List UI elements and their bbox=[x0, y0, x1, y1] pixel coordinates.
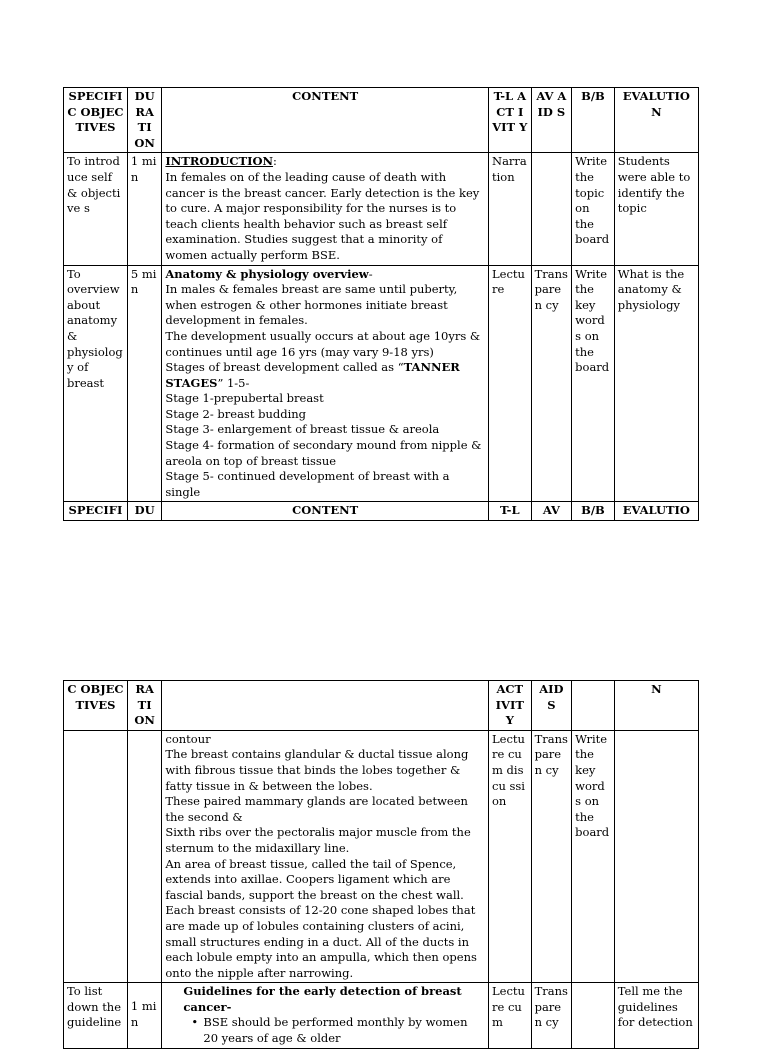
content-line: Sixth ribs over the pectoralis major muscle from the sternum to the midaxillary line. bbox=[165, 825, 471, 855]
content-cell: Anatomy & physiology overview- In males & females breast are same until puberty, when estrogen & other hormones initiate breast development in females. The development usually occurs at about age 10yrs & continues until age 16 yrs (may vary 9-18 yrs) Stages of breast development called as “TANNER STAGES” 1-5- Stage 1-prepubertal breast Stage 2- breast budding Stage 3- enlargement of breast tissue & areola Stage 4- formation of secondary mound from nipple & areola on top of breast tissue Stage 5- continued development of breast with a single bbox=[162, 265, 489, 502]
section-heading: Guidelines for the early detection of breast cancer bbox=[183, 984, 462, 1014]
header-evaluation: N bbox=[614, 681, 698, 731]
stage-line: Stage 1-prepubertal breast bbox=[165, 391, 324, 406]
aids-cell: Trans paren cy bbox=[531, 983, 572, 1048]
header-objectives: SPECIFI C OBJEC TIVES bbox=[64, 88, 128, 153]
header-bb: B/B bbox=[572, 88, 615, 153]
bullet-item: • BSE should be performed monthly by women 20 years of age & older bbox=[165, 1015, 485, 1046]
stage-line: Stage 5- continued development of breast with a single bbox=[165, 469, 450, 499]
activity-cell: Narra tion bbox=[489, 153, 532, 265]
header-duration: DU RA TI ON bbox=[127, 88, 161, 153]
evaluation-cell bbox=[614, 730, 698, 983]
bb-cell bbox=[572, 983, 615, 1048]
aids-cell: Trans paren cy bbox=[531, 730, 572, 983]
objective-cell: To overview about anatomy & physiolog y of breast bbox=[64, 265, 128, 502]
header-evaluation: EVALUTIO N bbox=[614, 88, 698, 153]
content-line: The breast contains glandular & ductal tissue along with fibrous tissue that binds the lobes together & fatty tissue in & between the lobes. bbox=[165, 747, 469, 793]
evaluation-cell: Students were able to identify the topic bbox=[614, 153, 698, 265]
stage-line: Stage 2- breast budding bbox=[165, 406, 307, 421]
lesson-plan-table-1 bbox=[63, 87, 699, 521]
content-paragraph: In females on of the leading cause of death with cancer is the breast cancer. Early detection is the key to cure. A major responsibility for the nurses is to teach clients health behavior such as breast self examination. Studies suggest that a minority of women actually perform BSE. bbox=[165, 169, 480, 262]
content-line: The development usually occurs at about age 10yrs & continues until age 16 yrs (may vary 9-18 yrs) bbox=[165, 328, 481, 359]
header-bb bbox=[572, 681, 615, 731]
lesson-plan-table-2 bbox=[63, 680, 699, 1049]
header-content bbox=[162, 681, 489, 731]
section-heading: INTRODUCTION bbox=[165, 154, 274, 169]
header-objectives: C OBJEC TIVES bbox=[64, 681, 128, 731]
activity-cell: Lectu re cum discu ssion bbox=[489, 730, 532, 983]
header-row bbox=[64, 88, 699, 153]
header-av-aids: AV AID S bbox=[531, 88, 572, 153]
repeated-header-row: SPECIFI DU CONTENT T-L AV B/B EVALUTIO bbox=[64, 502, 699, 521]
content-line: These paired mammary glands are located between the second & bbox=[165, 794, 468, 824]
stage-line: Stage 4- formation of secondary mound from nipple & areola on top of breast tissue bbox=[165, 438, 482, 468]
duration-cell: 5 min bbox=[127, 265, 161, 502]
content-line: contour bbox=[165, 731, 211, 746]
header-duration: RA TI ON bbox=[127, 681, 161, 731]
content-line: An area of breast tissue, called the tail of Spence, extends into axillae. Coopers ligament which are fascial bands, support the breast on the chest wall. bbox=[165, 856, 464, 902]
header-activity: T-L ACT IVIT Y bbox=[489, 88, 532, 153]
content-line: In males & females breast are same until puberty, when estrogen & other hormones initiate breast development in females. bbox=[165, 282, 458, 328]
activity-cell: Lectu re bbox=[489, 265, 532, 502]
bb-cell: Write the key word s on the board bbox=[572, 265, 615, 502]
table-row bbox=[64, 730, 699, 983]
content-line: Each breast consists of 12-20 cone shaped lobes that are made up of lobules containing clusters of acini, small structures ending in a duct. All of the ducts in each lobule empty into an ampulla, which then opens onto the nipple after narrowing. bbox=[165, 903, 477, 980]
guidelines-heading-line: Guidelines for the early detection of breast cancer- bbox=[183, 984, 462, 1014]
content-cell: INTRODUCTION: In females on of the leading cause of death with cancer is the breast cancer. Early detection is the key to cure. A major responsibility for the nurses is to teach clients health behavior such as breast self examination. Studies suggest that a minority of women actually perform BSE. bbox=[162, 153, 489, 265]
header-content: CONTENT bbox=[162, 88, 489, 153]
bb-cell: Write the topic on the board bbox=[572, 153, 615, 265]
objective-cell: To list down the guideline bbox=[64, 983, 128, 1048]
duration-cell: 1 min bbox=[127, 983, 161, 1048]
content-cell bbox=[162, 983, 489, 1048]
aids-cell: Trans paren cy bbox=[531, 265, 572, 502]
objective-cell bbox=[64, 730, 128, 983]
duration-cell bbox=[127, 730, 161, 983]
stage-line: Stage 3- enlargement of breast tissue & areola bbox=[165, 422, 440, 437]
activity-cell: Lectu re cum bbox=[489, 983, 532, 1048]
header-activity: ACT IVIT Y bbox=[489, 681, 532, 731]
header-row bbox=[64, 681, 699, 731]
objective-cell: To introduce self & objective s bbox=[64, 153, 128, 265]
content-cell bbox=[162, 730, 489, 983]
section-heading: Anatomy & physiology overview bbox=[165, 266, 369, 281]
duration-cell: 1 min bbox=[127, 153, 161, 265]
table-row bbox=[64, 983, 699, 1048]
tanner-line: Stages of breast development called as “TANNER STAGES” 1-5- bbox=[165, 360, 460, 390]
evaluation-cell: What is the anatomy & physiology bbox=[614, 265, 698, 502]
header-av-aids: AID S bbox=[531, 681, 572, 731]
table-row bbox=[64, 265, 699, 502]
table-row bbox=[64, 153, 699, 265]
aids-cell bbox=[531, 153, 572, 265]
bb-cell: Write the key word s on the board bbox=[572, 730, 615, 983]
evaluation-cell: Tell me the guidelines for detection bbox=[614, 983, 698, 1048]
